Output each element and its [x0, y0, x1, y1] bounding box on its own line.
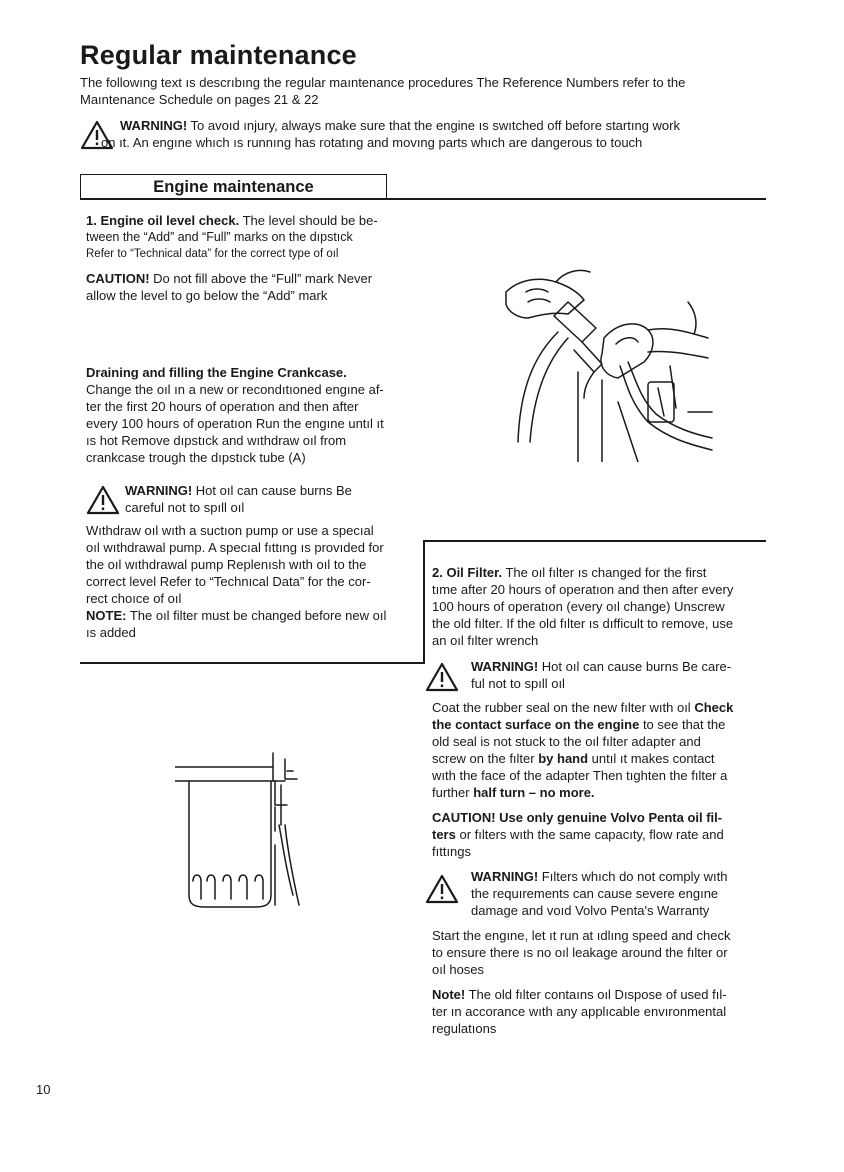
oil-filter-text: The oıl fılter ıs changed for the first	[502, 565, 707, 580]
warning-label: WARNING!	[120, 118, 188, 133]
page-number: 10	[36, 1082, 51, 1097]
coat-text: old seal is not stuck to the oıl fılter adapter and	[432, 734, 701, 749]
note-text: ıs added	[86, 625, 136, 640]
warning-label: WARNING!	[471, 659, 539, 674]
caution-text: allow the level to go below the “Add” mark	[86, 288, 328, 303]
right-column-rule	[423, 540, 766, 542]
oil-filter-label: 2. Oil Filter.	[432, 565, 503, 580]
warning-triangle-icon	[425, 874, 459, 904]
note-text: The old fılter contaıns oıl Dıspose of used fıl-	[465, 987, 727, 1002]
withdraw-line: oıl wıthdrawal pump. A specıal fıttıng ıs provıded for	[86, 540, 384, 555]
coat-text: wıth the face of the adapter Then tıghten the fılter a	[432, 768, 728, 783]
draining-line: ter the first 20 hours of operatıon and then after	[86, 399, 359, 414]
note-text: The oıl filter must be changed before new oıl	[126, 608, 387, 623]
page-title: Regular maintenance	[80, 40, 357, 70]
warning-triangle-icon	[425, 662, 459, 692]
oil-level-text: tween the “Add” and “Full” marks on the dıpstıck	[86, 230, 353, 244]
warning-text: ful not to spıll oıl	[471, 676, 565, 691]
intro-line: Maıntenance Schedule on pages 21 & 22	[80, 92, 319, 107]
withdraw-block	[86, 522, 426, 641]
warning-text: To avoıd ınjury, always make sure that the engine ıs swıtched off before startıng work	[187, 118, 680, 133]
oil-filter-block	[432, 564, 772, 649]
oil-filter-text: the old fılter. If the old fılter ıs dıfficult to remove, use	[432, 616, 734, 631]
draining-line: crankcase trough the dıpstıck tube (A)	[86, 450, 306, 465]
intro-paragraph	[80, 74, 760, 108]
note-label: Note!	[432, 987, 466, 1002]
warning-label: WARNING!	[471, 869, 539, 884]
intro-line: The followıng text ıs descrıbıng the regular maıntenance procedures The Reference Numbers refer to the	[80, 75, 686, 90]
dipstick-pump-illustration	[498, 262, 713, 462]
coat-text-bold: the contact surface on the engine	[432, 717, 640, 732]
top-warning	[120, 117, 770, 134]
coat-text: to see that the	[639, 717, 726, 732]
warning-text: Hot oıl can cause burns Be	[192, 483, 352, 498]
filter-warning	[471, 868, 771, 919]
caution-label: CAUTION!	[86, 271, 150, 286]
note-text: regulatıons	[432, 1021, 497, 1036]
coat-text-bold: Check	[694, 700, 734, 715]
caution-text-bold: ters	[432, 827, 456, 842]
coat-text-bold: half turn – no more.	[473, 785, 595, 800]
oil-level-text: The level should be be-	[239, 213, 378, 228]
coat-block	[432, 699, 772, 860]
start-text: oıl hoses	[432, 962, 485, 977]
warning-text: damage and voıd Volvo Penta's Warranty	[471, 903, 710, 918]
coat-text: Coat the rubber seal on the new fılter wıth oıl	[432, 700, 695, 715]
coat-text: screw on the fılter	[432, 751, 539, 766]
warning-text: careful not to spıll oıl	[125, 500, 245, 515]
note-text: ter ın accorance wıth any applıcable envıronmental	[432, 1004, 727, 1019]
withdraw-line: Wıthdraw oıl wıth a suctıon pump or use a specıal	[86, 523, 374, 538]
note-label: NOTE:	[86, 608, 127, 623]
draining-warning	[125, 482, 425, 516]
start-text: Start the engıne, let ıt run at ıdlıng speed and check	[432, 928, 731, 943]
oil-level-block	[86, 212, 426, 304]
start-block	[432, 927, 772, 1037]
section-rule	[80, 198, 766, 200]
warning-text: the requırements can cause severe engıne	[471, 886, 719, 901]
warning-text: Hot oıl can cause burns Be care-	[538, 659, 732, 674]
warning-text: Fılters whıch do not comply wıth	[538, 869, 728, 884]
draining-line: every 100 hours of operatıon Run the engıne untıl ıt	[86, 416, 384, 431]
caution-text: Do not fill above the “Full” mark Never	[149, 271, 373, 286]
withdraw-line: the oıl wıthdrawal pump Replenısh wıth oıl to the	[86, 557, 367, 572]
draining-block	[86, 364, 426, 466]
section-heading: Engine maintenance	[153, 178, 314, 196]
warning-triangle-icon	[86, 485, 120, 515]
withdraw-line: correct level Refer to “Technıcal Data” for the cor-	[86, 574, 371, 589]
oil-level-text: Refer to “Technical data” for the correct type of oıl	[86, 247, 339, 260]
start-text: to ensure there ıs no oıl leakage around the fılter or	[432, 945, 728, 960]
warning-label: WARNING!	[125, 483, 193, 498]
oil-level-label: 1. Engine oil level check.	[86, 213, 240, 228]
draining-heading: Draining and filling the Engine Crankcase.	[86, 365, 347, 380]
oil-filter-text: 100 hours of operatıon (every oıl change) Unscrew	[432, 599, 725, 614]
section-heading-box	[80, 174, 387, 199]
draining-line: ıs hot Remove dıpstıck and wıthdraw oıl from	[86, 433, 347, 448]
top-warning-line2: on ıt. An engıne whıch ıs runnıng has rotatıng and movıng parts whıch are dangerous to touch	[101, 135, 643, 150]
caution-text-bold: CAUTION! Use only genuine Volvo Penta oil fil-	[432, 810, 723, 825]
oil-filter-illustration	[175, 745, 325, 915]
caution-text: fıttıngs	[432, 844, 472, 859]
coat-text-bold: by hand	[538, 751, 589, 766]
oil-filter-text: tıme after 20 hours of operatıon and then after every	[432, 582, 734, 597]
caution-text: or fılters wıth the same capacıty, flow rate and	[455, 827, 724, 842]
column-divider	[423, 540, 425, 664]
left-column-rule	[80, 662, 425, 664]
coat-text: untıl ıt makes contact	[588, 751, 715, 766]
withdraw-line: rect choıce of oıl	[86, 591, 182, 606]
oil-filter-warning	[471, 658, 771, 692]
oil-filter-text: an oıl fılter wrench	[432, 633, 539, 648]
coat-text: further	[432, 785, 474, 800]
draining-line: Change the oıl ın a new or recondıtıoned engıne af-	[86, 382, 384, 397]
